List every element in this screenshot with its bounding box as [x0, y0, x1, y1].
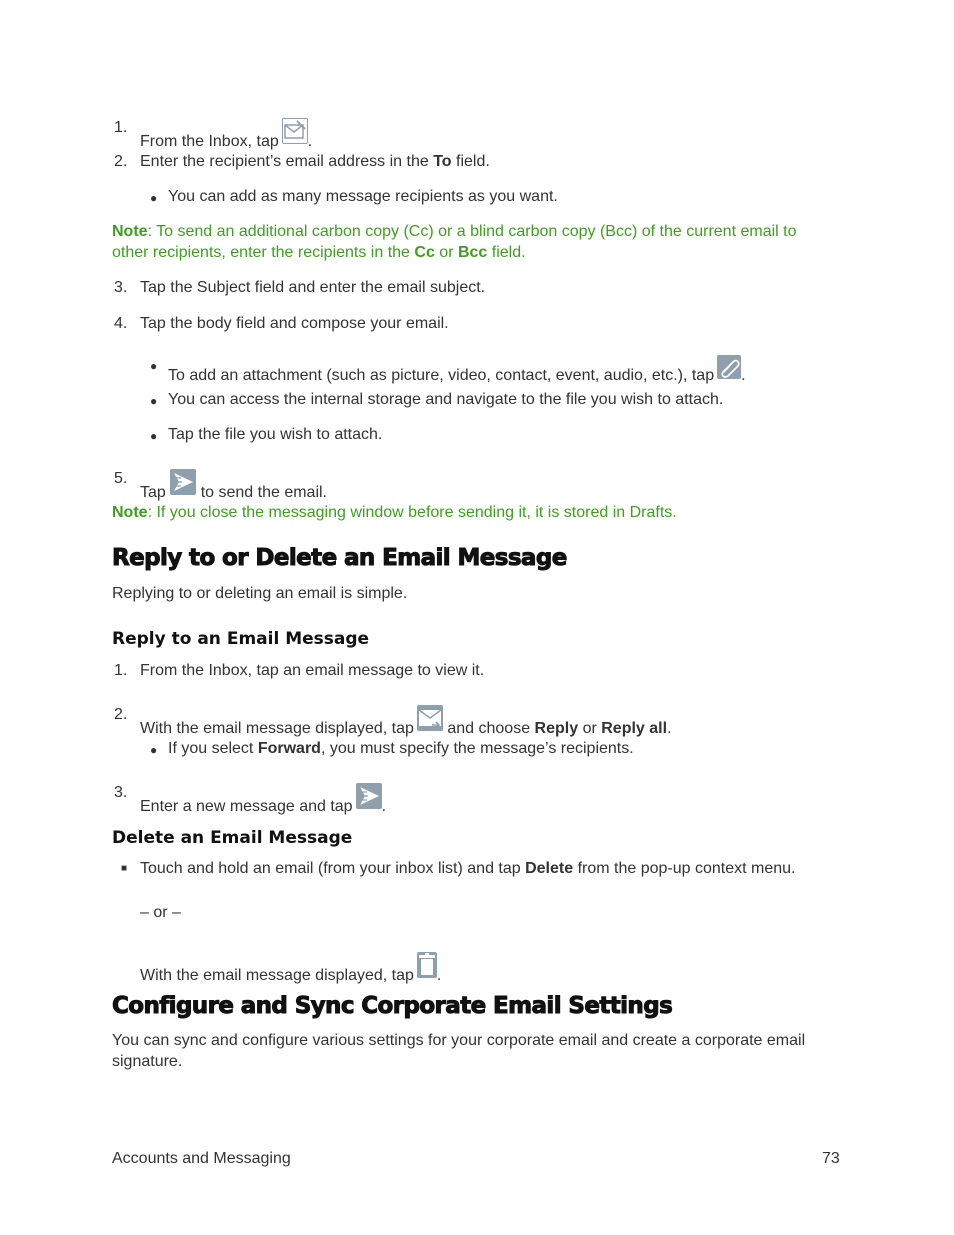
- subsection-heading: Reply to an Email Message: [112, 629, 370, 649]
- paperclip-attach-icon: [717, 355, 741, 379]
- note-label: Note: [112, 504, 148, 521]
- step-text-part: or: [578, 720, 602, 737]
- section-intro: signature.: [112, 1053, 183, 1070]
- note-text: other recipients, enter the recipients in the: [112, 244, 415, 261]
- bullet-text-part: To add an attachment (such as picture, video, contact, event, audio, etc.), tap: [168, 367, 715, 384]
- or-separator: – or –: [140, 904, 181, 921]
- section-heading: Configure and Sync Corporate Email Settings: [112, 993, 673, 1019]
- note-label: Note: [112, 223, 148, 240]
- note-text: or: [434, 244, 458, 261]
- trash-icon: [417, 952, 437, 978]
- step-text-part: From the Inbox, tap: [140, 133, 279, 150]
- step-text-part: to send the email.: [200, 484, 327, 501]
- send-icon: [356, 783, 382, 809]
- bullet-text-part: If you select: [168, 740, 258, 757]
- bullet-text: [168, 355, 746, 386]
- footer-section: Accounts and Messaging: [112, 1150, 291, 1167]
- step-number: 1.: [114, 662, 128, 679]
- step-number: 2.: [114, 706, 128, 723]
- step-text: Tap the Subject field and enter the email subject.: [140, 279, 486, 296]
- action-name: Forward: [257, 740, 321, 757]
- step-text-part: .: [667, 720, 672, 737]
- field-name: To: [433, 153, 452, 170]
- step-text: [140, 152, 490, 172]
- subsection-heading: Delete an Email Message: [112, 828, 353, 848]
- section-intro: You can sync and configure various settings for your corporate email and create a corporate email: [112, 1032, 806, 1049]
- step-number: 3.: [114, 784, 128, 801]
- action-name: Reply all: [601, 720, 668, 737]
- bullet-text: [168, 739, 634, 759]
- note-line: [112, 222, 797, 242]
- action-name: Reply: [534, 720, 579, 737]
- step-text: From the Inbox, tap an email message to view it.: [140, 662, 485, 679]
- note-line: [112, 243, 526, 263]
- note-line: [112, 503, 677, 523]
- bullet-dot: ●: [150, 359, 158, 373]
- bullet-text: Tap the file you wish to attach.: [168, 426, 383, 443]
- step-number: 2.: [114, 153, 128, 170]
- step-text-part: With the email message displayed, tap: [140, 720, 414, 737]
- step-text: Tap the body field and compose your email.: [140, 315, 449, 332]
- step-text: [140, 469, 327, 503]
- bullet-dot: ●: [150, 394, 158, 408]
- note-text: : If you close the messaging window before sending it, it is stored in Drafts.: [147, 504, 677, 521]
- section-intro: Replying to or deleting an email is simple.: [112, 585, 408, 602]
- bullet-text-part: .: [741, 367, 746, 384]
- step-text-part: Tap: [140, 484, 166, 501]
- alt-text-part: .: [436, 967, 442, 984]
- note-bold: Bcc: [457, 244, 488, 261]
- action-name: Delete: [525, 860, 574, 877]
- reply-email-icon: [417, 705, 443, 731]
- bullet-text-part: from the pop-up context menu.: [573, 860, 796, 877]
- step-text-part: .: [307, 133, 313, 150]
- square-bullet: ■: [121, 863, 128, 874]
- section-heading: Reply to or Delete an Email Message: [112, 545, 567, 571]
- step-number: 5.: [114, 470, 128, 487]
- alt-text-part: With the email message displayed, tap: [140, 967, 414, 984]
- bullet-text: You can add as many message recipients as you want.: [168, 188, 558, 205]
- step-text: [140, 705, 672, 739]
- step-text-part: Enter a new message and tap: [140, 798, 353, 815]
- note-text: field.: [487, 244, 526, 261]
- step-number: 3.: [114, 279, 128, 296]
- step-text-part: and choose: [442, 720, 535, 737]
- bullet-text-part: Touch and hold an email (from your inbox list) and tap: [140, 860, 526, 877]
- step-number: 4.: [114, 315, 128, 332]
- step-text: [140, 783, 386, 817]
- step-text-part: Enter the recipient’s email address in the: [140, 153, 434, 170]
- page-number: 73: [822, 1150, 840, 1167]
- step-text-part: field.: [451, 153, 490, 170]
- alt-text: [140, 952, 441, 986]
- bullet-text: You can access the internal storage and navigate to the file you wish to attach.: [168, 391, 724, 408]
- note-text: : To send an additional carbon copy (Cc) or a blind carbon copy (Bcc) of the current email to: [147, 223, 797, 240]
- bullet-text-part: , you must specify the message’s recipients.: [320, 740, 634, 757]
- send-icon: [170, 469, 196, 495]
- note-bold: Cc: [414, 244, 435, 261]
- step-text: [140, 118, 312, 152]
- bullet-dot: ●: [150, 743, 158, 757]
- step-text-part: .: [381, 798, 387, 815]
- bullet-text: [140, 859, 795, 879]
- bullet-dot: ●: [150, 191, 158, 205]
- compose-email-icon: [282, 118, 308, 144]
- bullet-dot: ●: [150, 429, 158, 443]
- step-number: 1.: [114, 119, 128, 136]
